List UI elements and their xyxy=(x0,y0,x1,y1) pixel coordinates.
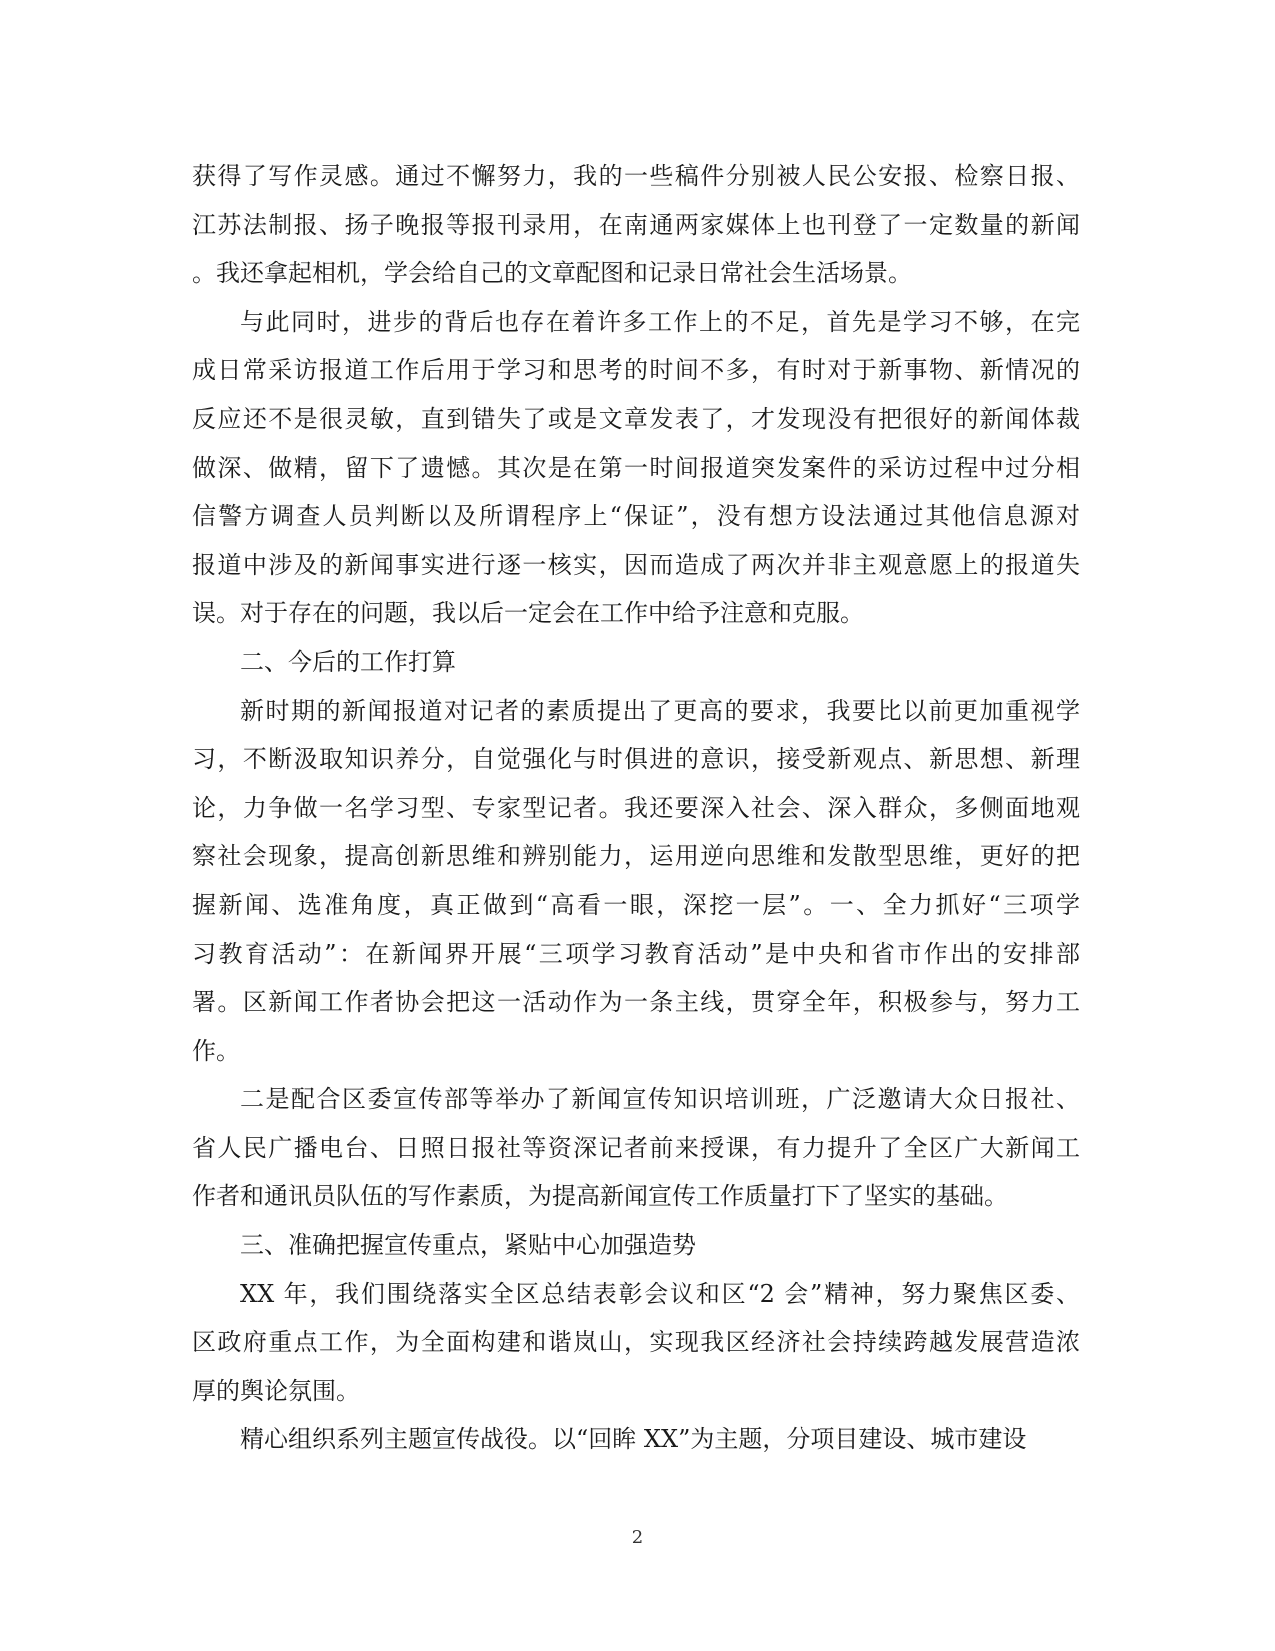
heading-publicity-focus xyxy=(192,1221,1080,1270)
text-line: 与此同时，进步的背后也存在着许多工作上的不足，首先是学习不够，在完 xyxy=(240,307,1080,336)
text-line: 获得了写作灵感。通过不懈努力，我的一些稿件分别被人民公安报、检察日报、 xyxy=(192,162,1080,190)
text-line: 反应还不是很灵敏，直到错失了或是文章发表了，才发现没有把很好的新闻体裁 xyxy=(192,404,1080,433)
text-line: 习，不断汲取知识养分，自觉强化与时俱进的意识，接受新观点、新思想、新理 xyxy=(192,745,1080,774)
text-line: 省人民广播电台、日照日报社等资深记者前来授课，有力提升了全区广大新闻工 xyxy=(192,1133,1080,1162)
text-line: 二是配合区委宣传部等举办了新闻宣传知识培训班，广泛邀请大众日报社、 xyxy=(240,1085,1080,1114)
text-line: 二、今后的工作打算 xyxy=(240,647,456,676)
text-line: 论，力争做一名学习型、专家型记者。我还要深入社会、深入群众，多侧面地观 xyxy=(192,793,1080,822)
text-line: 署。区新闻工作者协会把这一活动作为一条主线，贯穿全年，积极参与，努力工 xyxy=(192,988,1080,1017)
text-line: 江苏法制报、扬子晚报等报刊录用，在南通两家媒体上也刊登了一定数量的新闻 xyxy=(192,210,1080,239)
text-line: 握新闻、选准角度，真正做到“高看一眼，深挖一层”。一、全力抓好“三项学 xyxy=(192,890,1080,919)
paragraph-future-plans xyxy=(192,687,1080,1076)
text-line: XX 年，我们围绕落实全区总结表彰会议和区“2 会”精神，努力聚焦区委、 xyxy=(240,1279,1080,1308)
text-line: 察社会现象，提高创新思维和辨别能力，运用逆向思维和发散型思维，更好的把 xyxy=(192,842,1080,871)
paragraph-campaigns xyxy=(192,1415,1080,1464)
text-line: 习教育活动”：在新闻界开展“三项学习教育活动”是中央和省市作出的安排部 xyxy=(192,939,1080,968)
text-line: 区政府重点工作，为全面构建和谐岚山，实现我区经济社会持续跨越发展营造浓 xyxy=(192,1328,1080,1357)
heading-future-plans xyxy=(192,638,1080,687)
document-body xyxy=(192,152,1080,1464)
text-line: 报道中涉及的新闻事实进行逐一核实，因而造成了两次并非主观意愿上的报道失 xyxy=(192,550,1080,579)
page-number: 2 xyxy=(631,1527,644,1548)
text-line: 精心组织系列主题宣传战役。以“回眸 XX”为主题，分项目建设、城市建设 xyxy=(240,1425,1027,1454)
text-line: 三、准确把握宣传重点，紧贴中心加强造势 xyxy=(240,1231,696,1260)
text-line: 厚的舆论氛围。 xyxy=(192,1376,360,1405)
paragraph-shortcomings xyxy=(192,298,1080,638)
paragraph-year-review xyxy=(192,1270,1080,1416)
text-line: 。我还拿起相机，学会给自己的文章配图和记录日常社会生活场景。 xyxy=(192,259,912,288)
text-line: 做深、做精，留下了遗憾。其次是在第一时间报道突发案件的采访过程中过分相 xyxy=(192,453,1080,482)
text-line: 作者和通讯员队伍的写作素质，为提高新闻宣传工作质量打下了坚实的基础。 xyxy=(192,1182,1008,1211)
paragraph-writing-results xyxy=(192,152,1080,298)
paragraph-training xyxy=(192,1075,1080,1221)
text-line: 新时期的新闻报道对记者的素质提出了更高的要求，我要比以前更加重视学 xyxy=(240,696,1080,725)
text-line: 作。 xyxy=(192,1036,240,1065)
text-line: 成日常采访报道工作后用于学习和思考的时间不多，有时对于新事物、新情况的 xyxy=(192,356,1080,385)
text-line: 误。对于存在的问题，我以后一定会在工作中给予注意和克服。 xyxy=(192,599,864,628)
text-line: 信警方调查人员判断以及所谓程序上“保证”，没有想方设法通过其他信息源对 xyxy=(192,502,1080,531)
